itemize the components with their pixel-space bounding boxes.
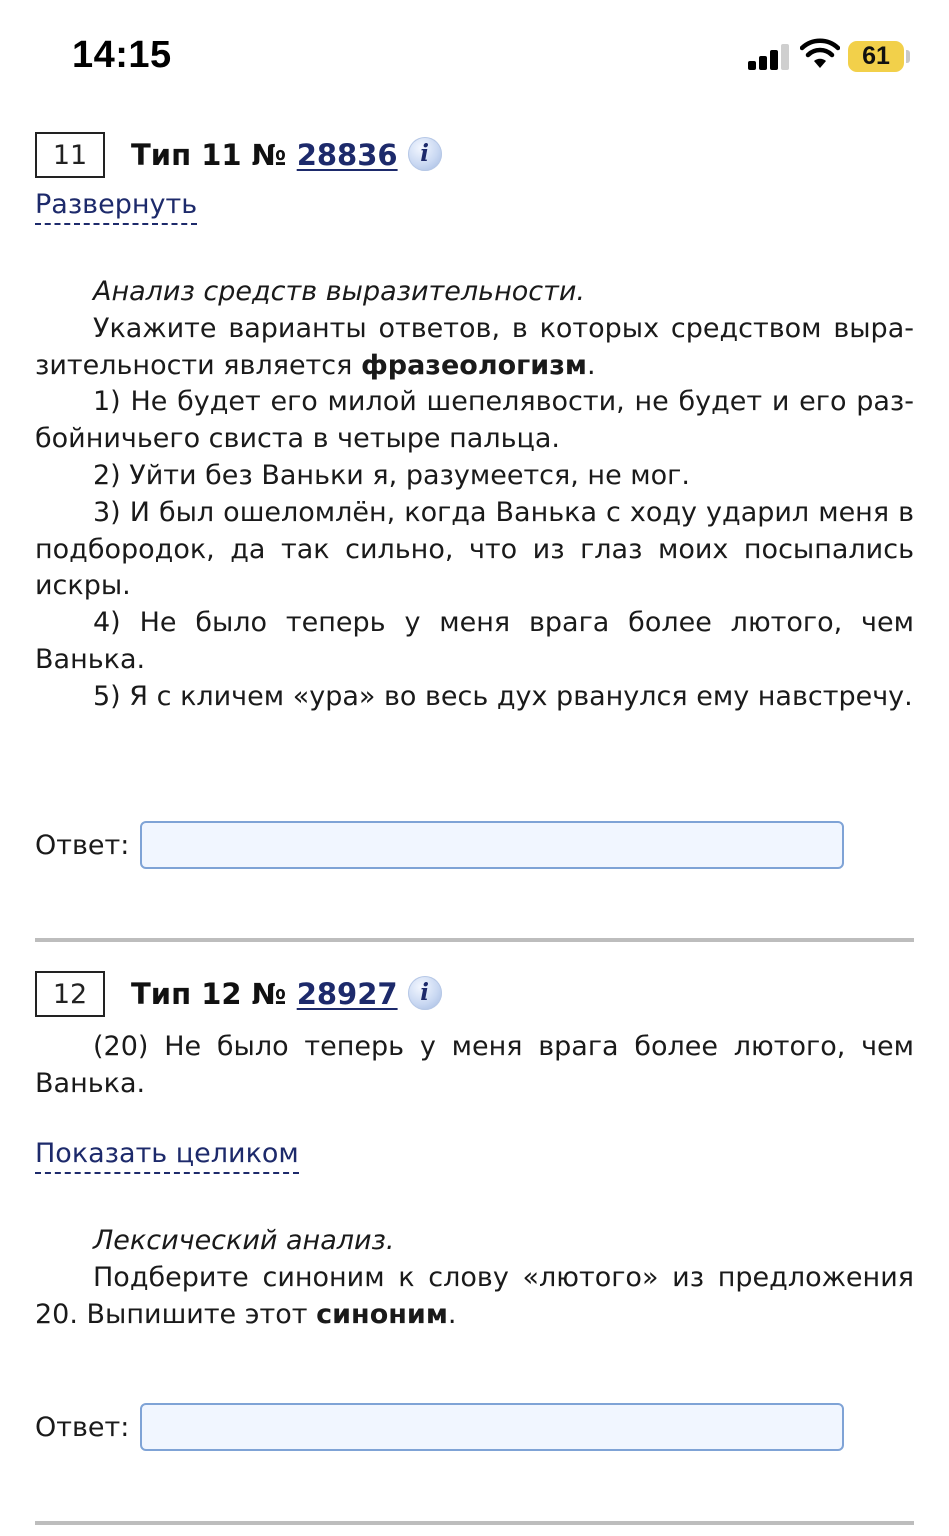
- status-time: 14:15: [72, 34, 172, 76]
- info-icon[interactable]: i: [408, 137, 442, 171]
- task-instruction: [35, 1260, 914, 1334]
- task-text: [35, 274, 914, 716]
- answer-input[interactable]: [140, 1403, 844, 1451]
- quote-text: (20) Не было теперь у меня врага более лютого, чем Ванька.: [35, 1031, 914, 1099]
- section-divider: [35, 938, 914, 942]
- answer-label: Ответ:: [35, 830, 130, 861]
- instruction-end: .: [447, 1298, 457, 1330]
- instruction-end: .: [586, 349, 596, 381]
- task-id-link[interactable]: 28927: [296, 977, 398, 1011]
- option-item: 1) Не будет его милой шепелявости, не будет и его разбойничьего свиста в четыре пальца.: [35, 386, 914, 455]
- task-lead: Лексический анализ.: [93, 1225, 395, 1256]
- quoted-sentence: [35, 1029, 914, 1103]
- battery-nub: [906, 50, 910, 63]
- task-instruction: [35, 311, 914, 385]
- task-header: [131, 977, 442, 1011]
- task-type-label: Тип 12 №: [131, 977, 287, 1011]
- task-id-link[interactable]: 28836: [296, 138, 398, 172]
- show-full-link[interactable]: Показать целиком: [35, 1138, 299, 1174]
- answer-label: Ответ:: [35, 1412, 130, 1443]
- task-lead: Анализ средств выразительности.: [93, 276, 585, 307]
- task-text: [35, 1223, 914, 1333]
- instruction-text: Укажите варианты ответов, в которых средством выразительности является: [35, 312, 914, 381]
- task-number-box: 12: [35, 971, 105, 1017]
- section-divider: [35, 1521, 914, 1525]
- wifi-icon: [800, 38, 840, 70]
- info-icon[interactable]: i: [408, 976, 442, 1010]
- task-header: [131, 138, 442, 172]
- option-item: 3) И был ошеломлён, когда Ванька с ходу ударил меня в подбородок, да так сильно, что из глаз моих посыпались искры.: [35, 496, 914, 602]
- task-type-label: Тип 11 №: [131, 138, 287, 172]
- instruction-emphasis: синоним: [316, 1298, 448, 1330]
- expand-link[interactable]: Развернуть: [35, 189, 197, 225]
- battery-icon: 61: [848, 41, 904, 72]
- instruction-emphasis: фразеологизм: [360, 349, 587, 381]
- option-item: 2) Уйти без Ваньки я, разумеется, не мог.: [93, 459, 690, 491]
- option-item: 5) Я с кличем «ура» во весь дух рванулся ему навстречу.: [93, 680, 913, 712]
- task-number-box: 11: [35, 132, 105, 178]
- cellular-signal-icon: [748, 44, 790, 70]
- answer-input[interactable]: [140, 821, 844, 869]
- option-item: 4) Не было теперь у меня врага более лютого, чем Ванька.: [35, 607, 914, 675]
- instruction-text: Подберите синоним к слову «лютого» из предложения 20. Выпишите этот: [35, 1261, 914, 1330]
- status-bar: [0, 0, 949, 110]
